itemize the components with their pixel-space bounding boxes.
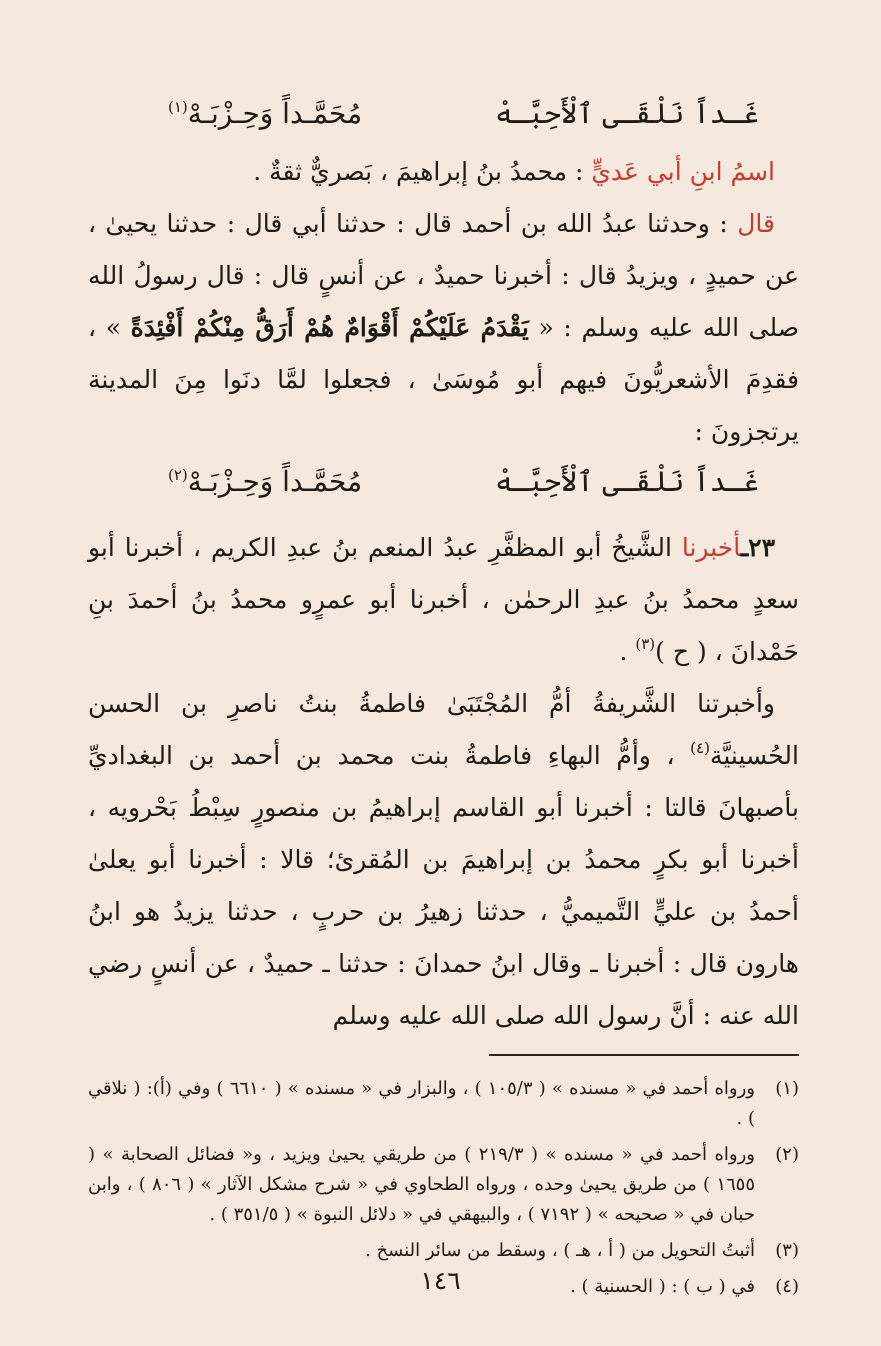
footnote-1 [88, 1074, 799, 1134]
narrator-name-line [88, 146, 799, 198]
paragraph-1 [88, 198, 799, 458]
footnote-ref-1[interactable]: (١) [168, 98, 188, 116]
paragraph-2-text: الشَّيخُ أبو المظفَّرِ عبدُ المنعم بنُ عبدِ الكريم ، أخبرنا أبو سعدٍ محمدُ بنُ عبدِ الرحمٰن ، أخبرنا أبو عمرٍو محمدُ بنُ أحمدَ بنِ حَمْدانَ ، ( ح ) [88, 533, 799, 666]
paragraph-1-text-a: : وحدثنا عبدُ الله بن أحمد قال : حدثنا أبي قال : حدثنا يحيىٰ ، عن حميدٍ ، ويزيدُ قال : أخبرنا حميدٌ ، عن أنسٍ قال : قال رسولُ الله صلى الله عليه وسلم : « [88, 209, 799, 342]
footnote-ref-4[interactable]: (٤) [690, 739, 710, 757]
verse-2-second-text: مُحَمَّـداً وَحِـزْبَـهْ [187, 465, 363, 498]
narrator-name-label: اسمُ ابنِ أبي عَديٍّ [591, 157, 775, 186]
verse-line-1 [88, 92, 799, 136]
footnote-ref-2[interactable]: (٢) [168, 466, 188, 484]
verse-1-first-hemistich: غَـداً نَلْقَـى ٱلْأَحِبَّـهْ [495, 97, 759, 130]
footnote-divider [489, 1054, 799, 1056]
hadith-number: ٢٣ـ [740, 533, 775, 562]
footnote-text: ورواه أحمد في « مسنده » ( ٢١٩/٣ ) من طريقي يحيىٰ ويزيد ، و« فضائل الصحابة » ( ١٦٥٥ ) من طريق يحيىٰ وحده ، ورواه الطحاوي في « شرح مشكل الآثار » ( ٨٠٦ ) ، وابن حبان في « صحيحه » ( ٧١٩٢ ) ، والبيهقي في « دلائل النبوة » ( ٣٥١/٥ ) . [88, 1144, 755, 1225]
footnote-text: ورواه أحمد في « مسنده » ( ١٠٥/٣ ) ، والبزار في « مسنده » ( ٦٦١٠ ) وفي (أ): ( نلاقي ) . [88, 1078, 755, 1129]
paragraph-1-text-b: » ، فقدِمَ الأشعريُّونَ فيهم أبو مُوسَىٰ ، فجعلوا لمَّا دنَوا مِنَ المدينة يرتجزونَ : [88, 313, 799, 446]
footnote-number: (٣) [775, 1240, 799, 1261]
footnote-text: أثبتُ التحويل من ( أ ، هـ ) ، وسقط من سائر النسخ . [365, 1240, 755, 1261]
paragraph-3-text-b: ، وأمُّ البهاءِ فاطمةُ بنت محمد بن أحمد بن البغداديِّ بأصبهانَ قالتا : أخبرنا أبو القاسم إبراهيمُ بن منصورٍ سِبْطُ بَحْرويه ، أخبرنا أبو بكرٍ محمدُ بن إبراهيمَ بن المُقرئ؛ قالا : أخبرنا أبو يعلىٰ أحمدُ بن عليٍّ التَّميميُّ ، حدثنا زهيرُ بن حربٍ ، حدثنا يزيدُ هو ابنُ هارون قال : أخبرنا ـ وقال ابنُ حمدانَ : حدثنا ـ حميدٌ ، عن أنسٍ رضي الله عنه : أنَّ رسول الله صلى الله عليه وسلم [88, 741, 799, 1030]
paragraph-3 [88, 678, 799, 1042]
narrator-name-text: : محمدُ بنُ إبراهيمَ ، بَصريٌّ ثقةٌ . [253, 157, 592, 186]
verse-line-2 [88, 460, 799, 504]
verse-2-first-hemistich: غَـداً نَلْقَـى ٱلْأَحِبَّـهْ [495, 465, 759, 498]
footnote-3 [88, 1236, 799, 1266]
hadith-quote: يَقْدَمُ عَلَيْكُمْ أَقْوَامٌ هُمْ أَرَقُّ مِنْكُمْ أَفْئِدَةً [130, 313, 529, 342]
verse-1-second-text: مُحَمَّـداً وَحِـزْبَـهْ [187, 97, 363, 130]
footnote-text: في ( ب ) : ( الحسنية ) . [570, 1276, 755, 1297]
verse-2-second-hemistich [168, 460, 362, 504]
footnote-ref-3[interactable]: (٣) [635, 635, 656, 653]
paragraph-2-label: أخبرنا [681, 533, 741, 562]
footnote-number: (٤) [775, 1276, 799, 1297]
footnote-number: (١) [775, 1078, 799, 1099]
footnote-2 [88, 1140, 799, 1230]
paragraph-2 [88, 522, 799, 678]
verse-1-second-hemistich [168, 92, 362, 136]
paragraph-2-end: . [619, 637, 636, 666]
footnote-number: (٢) [775, 1144, 799, 1165]
paragraph-1-label: قال [737, 209, 775, 238]
paragraph-3-text-a: وأخبرتنا الشَّريفةُ أمُّ المُجْتَبَىٰ فاطمةُ بنتُ ناصرِ بن الحسن الحُسينيَّة [88, 689, 799, 770]
page-number: ١٤٦ [420, 1266, 461, 1295]
